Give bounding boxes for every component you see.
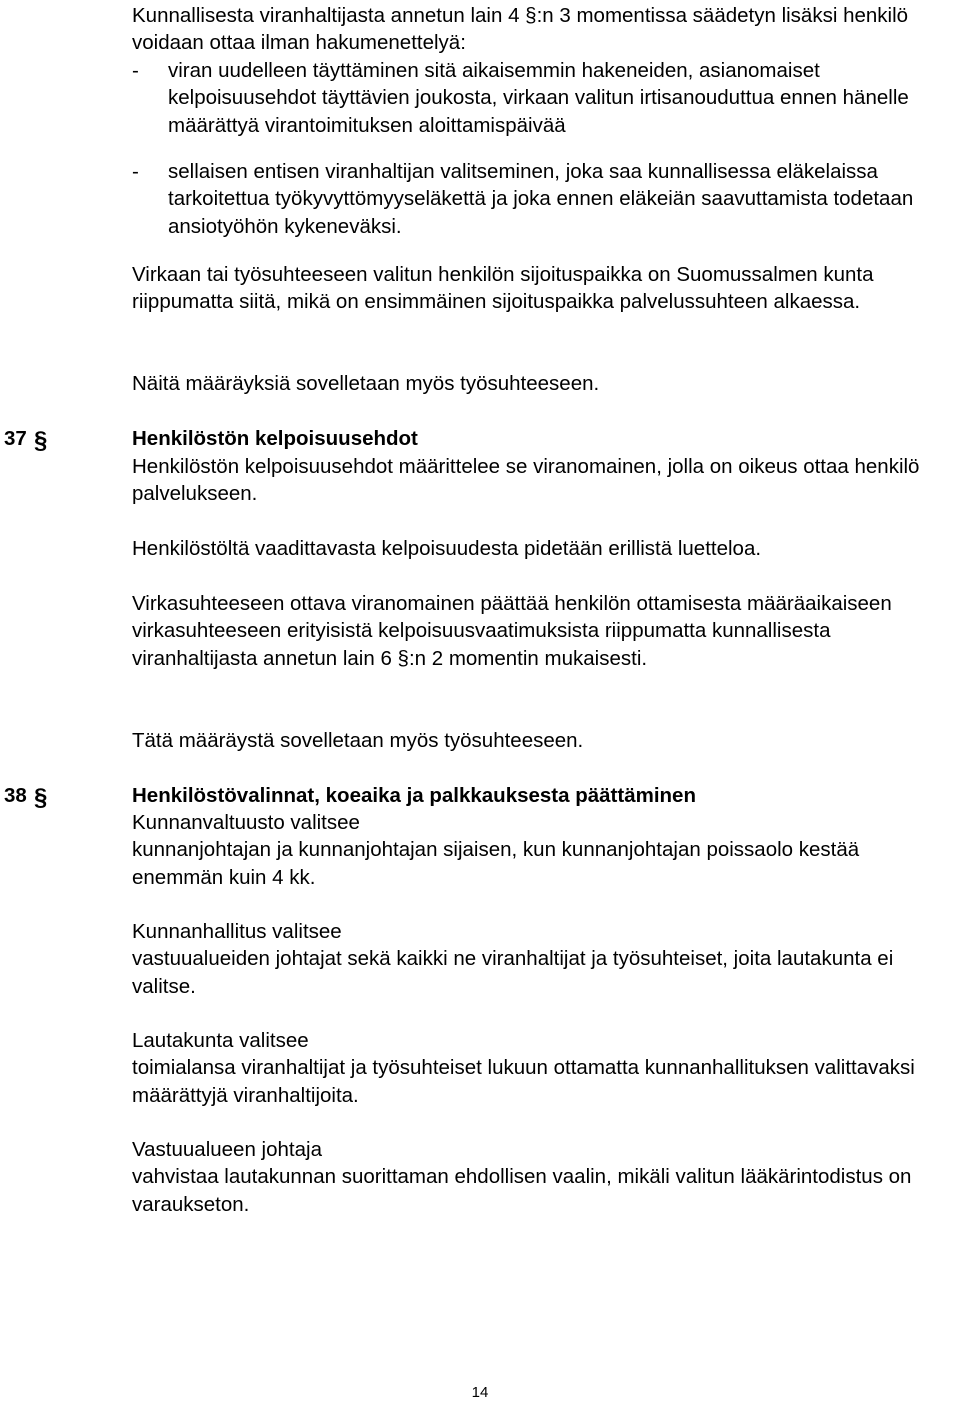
section-paragraph: Virkasuhteeseen ottava viranomainen päättää henkilön ottamisesta määräaikaiseen virkasuhteeseen erityisistä kelpoisuusvaatimuksista riippumatta kunnallisesta viranhaltijasta annetun lain 6 §:n 2 momentin mukaisesti. (132, 592, 892, 670)
list-bullet: - (132, 160, 139, 183)
intro-paragraph: Näitä määräyksiä sovelletaan myös työsuhteeseen. (132, 372, 600, 395)
appointment-group (132, 918, 932, 1000)
section-title: Henkilöstön kelpoisuusehdot (132, 427, 418, 450)
section-number: 37 (4, 427, 27, 450)
page-number: 14 (471, 1384, 489, 1401)
group-heading: Kunnanvaltuusto valitsee (132, 811, 360, 834)
group-text: kunnanjohtajan ja kunnanjohtajan sijaisen, kun kunnanjohtajan poissaolo kestää enemmän kuin 4 kk. (132, 838, 860, 889)
section-sign: § (34, 784, 48, 811)
list-item-text: viran uudelleen täyttäminen sitä aikaisemmin hakeneiden, asianomaiset kelpoisuusehdot täyttävien joukosta, virkaan valitun irtisanouduttua ennen hänelle määrättyä virantoimituksen aloittamispäivää (168, 59, 909, 137)
section-title: Henkilöstövalinnat, koeaika ja palkkauksesta päättäminen (132, 784, 696, 807)
appointment-group (132, 809, 932, 891)
list-item-text: sellaisen entisen viranhaltijan valitseminen, joka saa kunnallisessa eläkelaissa tarkoitettua työkyvyttömyyseläkettä ja joka ennen eläkeiän saavuttamista todetaan ansiotyöhön kykeneväksi. (168, 160, 914, 238)
list-item (132, 158, 932, 240)
appointment-group (132, 1027, 932, 1109)
section-number: 38 (4, 784, 27, 807)
group-text: vahvistaa lautakunnan suorittaman ehdollisen vaalin, mikäli valitun lääkärintodistus on varaukseton. (132, 1165, 912, 1216)
group-heading: Kunnanhallitus valitsee (132, 920, 342, 943)
group-heading: Lautakunta valitsee (132, 1029, 309, 1052)
section-paragraph: Henkilöstön kelpoisuusehdot määrittelee se viranomainen, jolla on oikeus ottaa henkilö palvelukseen. (132, 455, 920, 506)
section-paragraph: Henkilöstöltä vaadittavasta kelpoisuudesta pidetään erillistä luetteloa. (132, 537, 762, 560)
appointment-group (132, 1136, 932, 1218)
list-item (132, 57, 932, 139)
intro-lead: Kunnallisesta viranhaltijasta annetun lain 4 §:n 3 momentissa säädetyn lisäksi henkilö voidaan ottaa ilman hakumenettelyä: (132, 4, 909, 55)
group-text: vastuualueiden johtajat sekä kaikki ne viranhaltijat ja työsuhteiset, joita lautakunta ei valitse. (132, 947, 894, 998)
intro-paragraph: Virkaan tai työsuhteeseen valitun henkilön sijoituspaikka on Suomussalmen kunta riippumatta siitä, mikä on ensimmäinen sijoituspaikka palvelussuhteen alkaessa. (132, 263, 874, 314)
section-sign: § (34, 427, 48, 454)
section-paragraph: Tätä määräystä sovelletaan myös työsuhteeseen. (132, 729, 584, 752)
list-bullet: - (132, 59, 139, 82)
group-text: toimialansa viranhaltijat ja työsuhteiset lukuun ottamatta kunnanhallituksen valittavaksi määrättyjä viranhaltijoita. (132, 1056, 915, 1107)
group-heading: Vastuualueen johtaja (132, 1138, 322, 1161)
